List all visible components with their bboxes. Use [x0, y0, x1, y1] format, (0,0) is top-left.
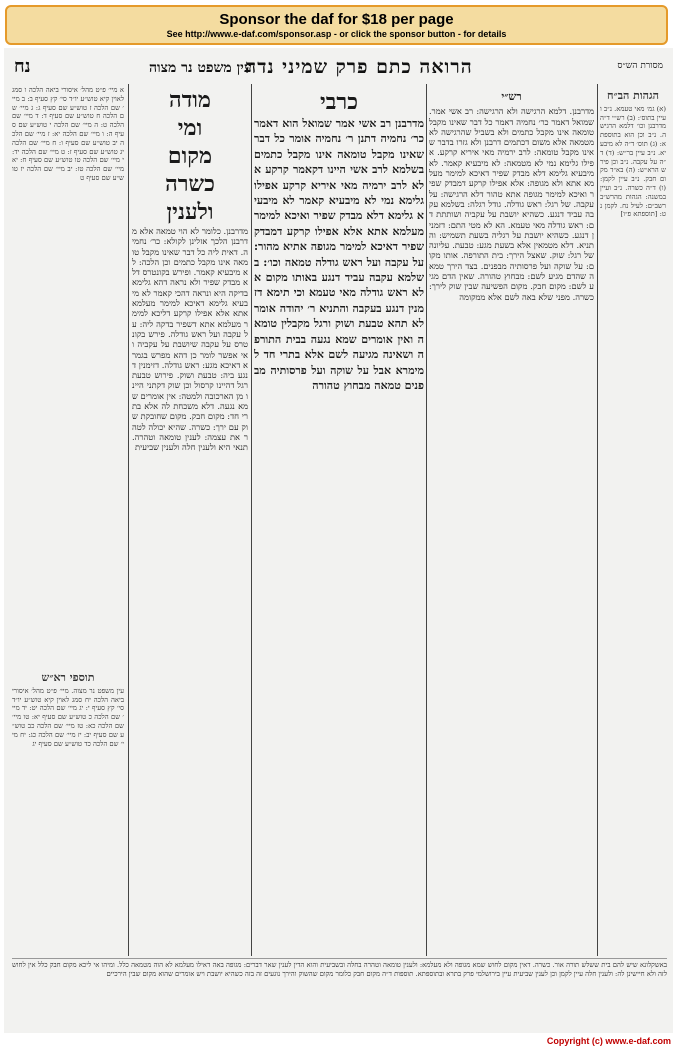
column-divider: [251, 84, 252, 956]
tosafot-rosh-margin: [12, 668, 124, 958]
column-divider: [426, 84, 427, 956]
masoret-hashas-label: מסורת הש״ס: [617, 61, 663, 71]
column-divider: [597, 84, 598, 956]
banner-title: Sponsor the daf for $18 per page: [219, 11, 454, 28]
gemara-text-block: [254, 88, 424, 958]
rashi-commentary: [429, 86, 594, 956]
rashi-text: מדרבנן. דלמא הרגישה ולא הרגישה: רב אשי אמר. שמואל דאמר כר׳ נחמיה דאמר כל דבר שאינו מקבל טומאה אינו מקבל כתמים ולא בשביל שהרגישה לא מטמאה אלא משום דכתמים דרבנן ולא גזרו בדבר שאינו מקבל טומאה: לרב ירמיה מאי איריא קרקע. אפילו גלימא נמי לא מטמאה: לא מיבעיא קאמר. לא מיבעיא גלימא דלא מבדק שפיר דאיכא למימר מעלמא אתא ולא מגופה: אלא אפילו קרקע דמבדק שפיר ואיכא למימר מגופה אתא טהור דלא הרגישה: על עקבה. של רגל: ראש גודלה. גודל רגלה: בשלמא עקבה עביד דנגע. כשהיא יושבת על עקביה ושותתת דם: ראש גודלה מאי טעמא. הא לא מטי התם: דזמנין דנגע. כשהיא יושבת על רגליה בשעת תשמיש: והתניא. דלא מטמאין אלא בשעת מגע: טבעת. עליונה של רגל: שוק. שאצל הירך: בית התורפה. אותו מקום: על שוקה ועל פרסותיה מבפנים. בצד הירך טמאה שהדם מגיע לשם: מבחוץ טהורה. שאין הדם מגיע לשם: מקום חבק. מקום הפשיעה שבין שוק לירך: כשרה. מפני שלא באה לשם אלא ממקומה: [429, 106, 594, 302]
ein-mishpat-label: עין משפט נר מצוה: [149, 60, 252, 76]
hagahot-title: הגהות הב״ח: [607, 89, 659, 102]
hagahot-margin: [600, 86, 666, 956]
tosafot-text: מדרבנן. כלומר לא הוי טמאה אלא מדרבנן הלכך אזלינן לקולא: כר׳ נחמיה. דאית ליה כל דבר שאינו מקבל טומאה אינו מקבל כתמים וכן הלכה: לא מיבעיא קאמר. ופירש בקונטרס דלא מבדק שפיר ולא נראה דהא גלימא בדיקה היא ונראה דהכי קאמר לא מיבעיא גלימא דאיכא למימר מעלמא אתא אלא אפילו קרקע דליכא למימר מעלמא אתא דשפיר בדקה ליה: על עקבה ועל ראש גודלה. פירש בקונטרס על עקבה שיושבת על עקביה ואי אפשר לומר כן דהא מפרש בגמרא דאיכא מגע: ראש גודלה. דזימנין דנגע ביה: טבעת ושוק. פירוש טבעת רגל דהיינו קרסול וכן שוק דקתני היינו מן הארכובה ולמטה: אין אומרים שמא נגעה. דלא משכחת לה אלא בתרי חד: מקום חבק. מקום שחובקת שוק עם ירך: כשרה. שהיא יכולה לטהר את עצמה: לענין טומאה וטהרה. תנאי היא ולענין חלה ולענין שביעית: [132, 226, 248, 453]
word-ulinyan: ולענין: [166, 199, 214, 225]
word-umi: ומי: [177, 115, 203, 141]
gemara-text: מדרבנן רב אשי אמר שמואל הוא דאמר כר׳ נחמיה דתנן ר׳ נחמיה אומר כל דבר שאינו מקבל טומאה אינו מקבל כתמים בשלמא לרב אשי היינו דקאמר קרקע אלא לרב ירמיה מאי איריא קרקע אפילו גלימא נמי לא מיבעיא קאמר לא מיבעיא גלימא דלא מבדק שפיר ואיכא למימר מעלמא אתא אלא אפילו קרקע דמבדק שפיר דאיכא למימר מגופה אתיא מהור: על עקבה ועל ראש גודלה טמאה וכו׳: בשלמא עקבה עביד דנגע באותו מקום אלא ראש גודלה מאי טעמא וכי תימא דזמנין דנגע בעקבה והתניא ר׳ יהודה אומר לא תהא טבעת ושוק ורגל מקבלין טומאה ואין אומרים שמא נגעה בבית התורפה ושאינה מגיעה לשם אלא בתרי חד למימרא אבל על שוקה ועל פרסותיה מבפנים טמאה מבחוץ טהורה: [254, 117, 424, 392]
bottom-notes: באשקלונא שיש להם בית ששלש תורה אור. כשרה. דאין מקום לחוש שמא מגופה ולא מעלמא: ולענין טומאה וטהרה בחלה ובשביעית והוא הדין לענין שאר דברים: מגופה באה דאילו מעלמא לא הוה מטמאה כלל. ומיהו אי ליכא מקום חבק כלל אין לחוש לזה ולא חיישינן לה: ולענין חלה עיין לקמן וכן לענין שביעית עיין בירושלמי פרק בתרא ובתוספתא. תוספות ד״ה מקום חבק כלומר מקום שהשוק והירך נוגעים זה בזה כשהיא יושבת ויש אומרים שהוא מקום שבין הירכיים: [12, 958, 667, 1031]
banner-subtitle: See http://www.e-daf.com/sponsor.asp - or click the sponsor button - for details: [166, 29, 507, 39]
word-kesheira: כשרה: [165, 171, 215, 197]
running-title: הרואה כתם פרק שמיני נדה: [245, 56, 473, 78]
tosafot-commentary: [132, 86, 248, 956]
folio-number: נח: [14, 56, 31, 77]
tosafot-rosh-text: עין משפט נר מצוה. מיי׳ פ״ט מהל׳ איסורי ביאה הלכה יח סמג לאוין קיא טוש״ע יו״ד סי׳ קץ סעיף י: יג מיי׳ שם הלכה יט: יד מיי׳ שם הלכה כ טוש״ע שם סעיף יא: טו מיי׳ שם הלכה כא: טז מיי׳ שם הלכה כב טוש״ע שם סעיף יב: יז מיי׳ שם הלכה כג: יח מיי׳ שם הלכה כד טוש״ע שם סעיף יג: [12, 686, 124, 748]
ein-mishpat-margin: [12, 86, 124, 646]
hagahot-text: (א) גמ׳ מאי טעמא. נ״ב ועיין בתוס׳: (ב) רש״י ד״ה מדרבנן וכו׳ דלמא הרגישה. נ״ב וכן הוא בתוספתא: (ג) תוס׳ ד״ה לא מיבעיא. נ״ב עיין בר״ש: (ד) ד״ה על עקבה. נ״ב וכן פירש הרא״ש: (ה) בא״ד מקום חבק. נ״ב עיין לקמן: (ו) ד״ה כשרה. נ״ב ועיין במשנה: הגהות מהרש״ב רשב״ם: לעיל נח. לקמן נט: [תוספתא פ״ו]: [600, 104, 666, 219]
ein-mishpat-text: א מיי׳ פ״ט מהל׳ איסורי ביאה הלכה ו סמג לאוין קיא טוש״ע יו״ד סי׳ קץ סעיף ב: ב מיי׳ שם הלכה ז טוש״ע שם סעיף ג: ג מיי׳ שם הלכה ח טוש״ע שם סעיף ד: ד מיי׳ שם הלכה ט: ה מיי׳ שם הלכה י טוש״ע שם סעיף ה: ו מיי׳ שם הלכה יא: ז מיי׳ שם הלכה יב טוש״ע שם סעיף ו: ח מיי׳ שם הלכה יג טוש״ע שם סעיף ז: ט מיי׳ שם הלכה יד: י מיי׳ שם הלכה טו טוש״ע שם סעיף ח: יא מיי׳ שם הלכה טז: יב מיי׳ שם הלכה יז טוש״ע שם סעיף ט: [12, 86, 124, 182]
tosafot-rosh-title: תוספי רא״ש: [41, 671, 95, 684]
word-makom: מקום: [167, 143, 213, 169]
mishna-word-moda: מודה: [169, 87, 211, 113]
gemara-opening-word: כרבי: [320, 89, 358, 115]
talmud-page-scan: [4, 48, 673, 1033]
sponsor-banner[interactable]: [5, 5, 668, 45]
copyright-link[interactable]: Copyright (c) www.e-daf.com: [546, 1036, 671, 1046]
column-divider: [128, 84, 129, 956]
rashi-title: רש״י: [501, 90, 522, 103]
